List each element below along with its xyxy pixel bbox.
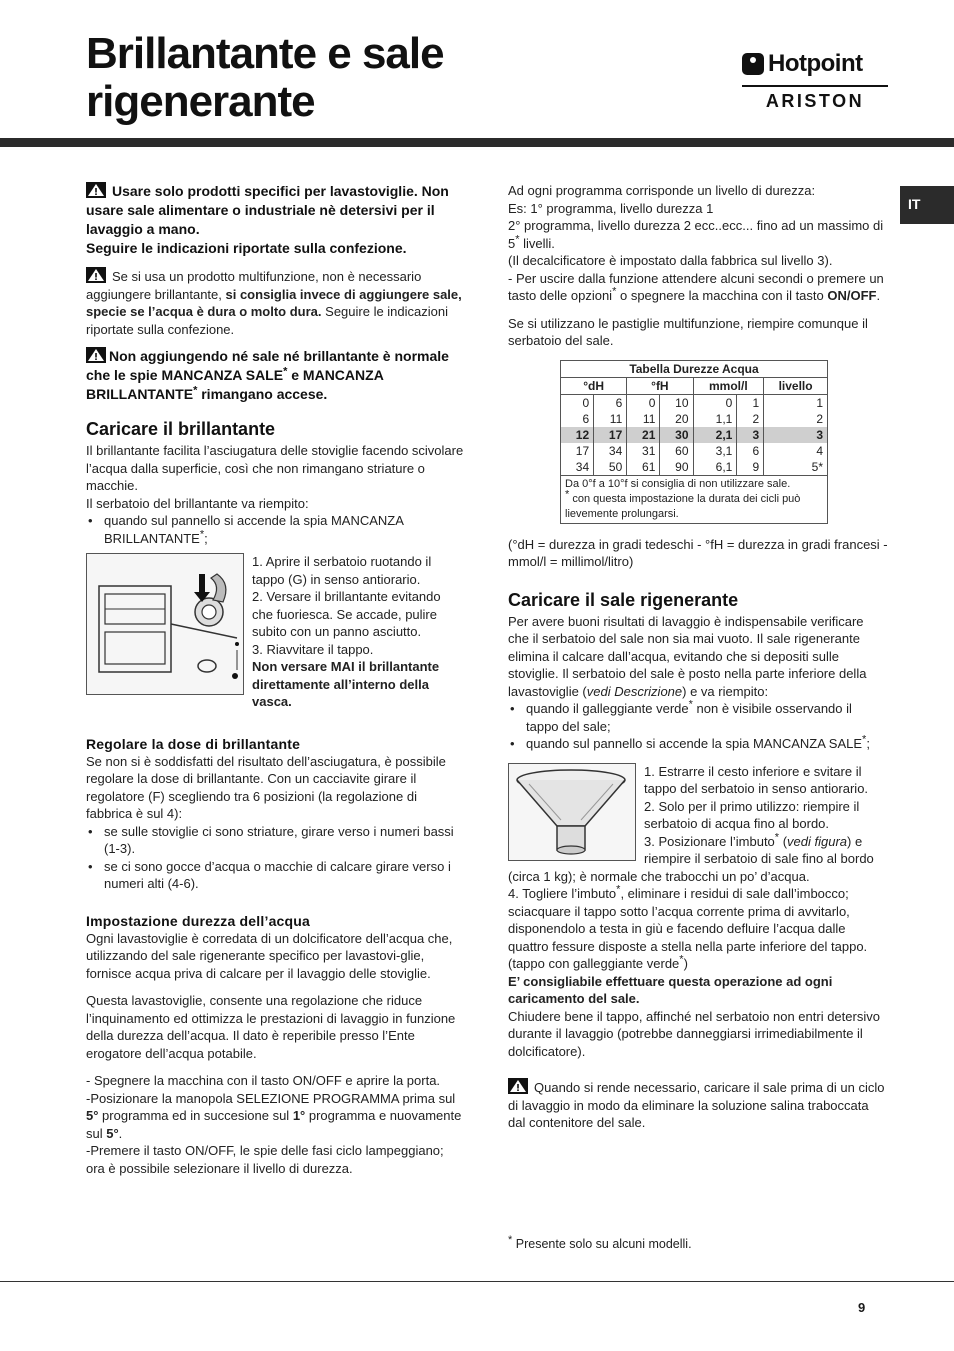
warning-icon (86, 347, 106, 363)
table-header: °fH (627, 377, 693, 394)
units-legend: (°dH = durezza in gradi tedeschi - °fH = durezza in gradi francesi - mmol/l = millimol/litro) (508, 536, 888, 569)
warning-multifunction (86, 267, 464, 338)
salt-intro: Per avere buoni risultati di lavaggio è indispensabile verificare che il serbatoio del sale non sia mai vuoto. Il sale rigenerante elimina il calcare dall’acqua, evitando che si depositi sulle stoviglie. Il serbatoio del sale è posto nella parte inferiore della lavastoviglie (vedi Descrizione) e va riempito: (508, 613, 867, 699)
page-title-line-2: rigenerante (86, 77, 315, 126)
salt-step-3-continued: (circa 1 kg); è normale che trabocchi un po’ d’acqua. (508, 868, 810, 884)
asterisk: * (508, 1233, 513, 1246)
brand-logo-mark (742, 53, 764, 75)
levels-exit: - Per uscire dalla funzione attendere alcuni secondi o premere un tasto delle opzioni* o spegnere la macchina con il tasto ON/OFF. (508, 270, 884, 303)
table-note: Da 0°f a 10°f si consiglia di non utilizzare sale. * con questa impostazione la durata dei cicli può lievemente prolungarsi. (561, 475, 828, 523)
warning-icon (508, 1078, 528, 1094)
list-item: • quando sul pannello si accende la spia MANCANZA BRILLANTANTE*; (86, 512, 464, 547)
rinse-aid-steps-text: 1. Aprire il serbatoio ruotando il tappo (G) in senso antiorario. 2. Versare il brillantante evitando che fuoriesca. Se accade, pulire subito con un panno asciutto. 3. Riavvitare il tappo. (252, 554, 441, 657)
warning-icon (86, 182, 106, 198)
footer-divider (0, 1281, 954, 1282)
hardness-step-3: -Premere il tasto ON/OFF, le spie delle fasi ciclo lampeggiano; ora è possibile selezionare il livello di durezza. (86, 1143, 444, 1176)
asterisk: * (515, 233, 520, 246)
salt-step-4: 4. Togliere l’imbuto*, eliminare i residui di sale dall’imbocco; sciacquare il tappo sotto l’acqua corrente prima di avvitarlo, disponendolo a testa in giù e facendo defluire l’acqua dalle quattro fessure disposte a stella nella parte inferiore del tappo. (tappo con galleggiante verde*) (508, 883, 868, 971)
salt-figure-row (508, 763, 888, 868)
warning-text-3c: rimangano accese. (197, 386, 328, 402)
warning-icon (86, 267, 106, 283)
rinse-aid-fill-when: Il serbatoio del brillantante va riempito: (86, 495, 309, 511)
asterisk: * (565, 487, 570, 500)
heading-load-salt: Caricare il sale rigenerante (508, 589, 739, 610)
asterisk: * (862, 733, 867, 746)
table-row: 6 11 11 20 1,1 2 2 (561, 411, 828, 427)
levels-factory: (Il decalcificatore è impostato dalla fabbrica sul livello 3). (508, 253, 833, 268)
list-item: • quando il galleggiante verde* non è visibile osservando il tappo del sale; (508, 700, 888, 735)
salt-bullets (508, 700, 888, 753)
asterisk: * (193, 384, 198, 397)
hardness-text-2: Questa lavastoviglie, consente una regolazione che riduce l’inquinamento ed ottimizza le prestazioni di lavaggio in funzione della durezza dell’acqua. Il dato è reperibile presso l’Ente erogatore dell’acqua potabile. (86, 993, 456, 1061)
salt-funnel-illustration (508, 763, 636, 861)
table-row: 0 6 0 10 0 1 1 (561, 394, 828, 411)
footnote: * Presente solo su alcuni modelli. (508, 1233, 692, 1251)
warning-text-2c: Seguire le indicazioni riportate sulla confezione. (86, 304, 448, 337)
warning-text-2b: si consiglia invece di aggiungere sale, specie se l’acqua è dura o molto dura. (86, 286, 462, 319)
brand-name: Hotpoint (768, 50, 863, 77)
header-bar (0, 138, 954, 147)
dose-bullets (86, 823, 464, 893)
asterisk: * (283, 365, 288, 378)
rinse-aid-bullets (86, 512, 464, 547)
warning-text-2a: Se si usa un prodotto multifunzione, non è necessario aggiungere brillantante, (86, 269, 422, 302)
salt-steps (644, 763, 888, 868)
page-number: 9 (858, 1300, 866, 1315)
warning-specific-products (86, 182, 464, 258)
heading-load-rinse-aid: Caricare il brillantante (86, 419, 276, 439)
table-header: mmol/l (693, 377, 764, 394)
water-hardness-table (560, 360, 828, 524)
funnel-drawing (509, 764, 634, 859)
asterisk: * (774, 831, 780, 844)
warning-indicator-lights (86, 347, 464, 404)
rinse-aid-figure-row (86, 553, 464, 711)
salt-advice: E’ consigliabile effettuare questa operazione ad ogni caricamento del sale. (508, 973, 833, 1006)
asterisk: * (612, 285, 617, 298)
right-column (508, 182, 888, 1251)
table-row: 34 50 61 90 6,1 9 5* (561, 459, 828, 476)
warning-text-3a: Non aggiungendo né sale né brillantante è normale che le spie MANCANZA SALE (86, 348, 449, 383)
warning-text-1a: Usare solo prodotti specifici per lavastoviglie. Non usare sale alimentare o industriale nè detersivi per il lavaggio a mano. (86, 183, 449, 237)
salt-close-cap: Chiudere bene il tappo, affinché nel serbatoio non entri detersivo durante il lavaggio (potrebbe danneggiarsi irrimediabilmente il dolcificatore). (508, 1008, 880, 1059)
warning-text-3b: e MANCANZA BRILLANTANTE (86, 367, 384, 402)
hardness-step-1: - Spegnere la macchina con il tasto ON/OFF e aprire la porta. (86, 1073, 441, 1088)
rinse-aid-steps-warning: Non versare MAI il brillantante direttamente all’interno della vasca. (252, 659, 440, 709)
asterisk: * (616, 883, 621, 896)
list-item: • se sulle stoviglie ci sono striature, girare verso i numeri bassi (1-3). (86, 823, 464, 858)
rinse-aid-intro: Il brillantante facilita l’asciugatura delle stoviglie facendo scivolare l’acqua dalla superficie, così che non rimangano striature o macchie. (86, 443, 464, 493)
page-title (86, 30, 444, 126)
page-title-line-1: Brillantante e sale (86, 29, 444, 78)
language-tab: IT (900, 186, 954, 224)
left-column (86, 182, 464, 1177)
table-row-highlighted: 12 17 21 30 2,1 3 3 (561, 427, 828, 443)
table-header: °dH (561, 377, 627, 394)
hardness-text-1: Ogni lavastoviglie è corredata di un dolcificatore dell’acqua che, utilizzando del sale rigenerante specifico per lavastovi-glie, fornisce acqua priva di calcare per il lavaggio delle stoviglie. (86, 930, 453, 981)
brand-subname: ARISTON (765, 91, 865, 111)
levels-intro: Ad ogni programma corrisponde un livello di durezza: (508, 183, 816, 198)
dispenser-drawing (87, 554, 242, 693)
warning-text-1b: Seguire le indicazioni riportate sulla confezione. (86, 240, 407, 256)
rinse-aid-dispenser-illustration (86, 553, 244, 695)
asterisk: * (688, 698, 693, 711)
levels-example: Es: 1° programma, livello durezza 1 (508, 200, 714, 216)
rinse-aid-steps (252, 553, 462, 711)
levels-max: 2° programma, livello durezza 2 ecc..ecc... fino ad un massimo di 5* livelli. (508, 218, 884, 251)
salt-steps-text: 1. Estrarre il cesto inferiore e svitare il tappo del serbatoio in senso antiorario. 2. Solo per il primo utilizzo: riempire il serbatoio di acqua fino al bordo. 3. Posizionare l’imbuto* (vedi figura) e riempire il serbatoio di sale fino al bordo (644, 763, 874, 866)
table-row: 17 34 31 60 3,1 6 4 (561, 443, 828, 459)
heading-adjust-dose: Regolare la dose di brillantante (86, 735, 301, 752)
list-item: • quando sul pannello si accende la spia MANCANZA SALE*; (508, 735, 888, 753)
asterisk: * (199, 528, 205, 541)
list-item: • se ci sono gocce d’acqua o macchie di calcare girare verso i numeri alti (4-6). (86, 858, 464, 893)
table-title: Tabella Durezze Acqua (561, 360, 828, 377)
salt-warning: Quando si rende necessario, caricare il sale prima di un ciclo di lavaggio in modo da eliminare la soluzione salina traboccata dal contenitore del sale. (508, 1080, 885, 1130)
table-header: livello (764, 377, 828, 394)
logo-divider (742, 85, 888, 87)
heading-water-hardness: Impostazione durezza dell’acqua (86, 912, 311, 929)
asterisk: * (679, 953, 684, 966)
tablets-note: Se si utilizzano le pastiglie multifunzione, riempire comunque il serbatoio del sale. (508, 315, 868, 348)
hardness-step-2: -Posizionare la manopola SELEZIONE PROGRAMMA prima sul 5° programma ed in succesione sul 1° programma e nuovamente sul 5°. (86, 1090, 462, 1141)
brand-logo (742, 50, 890, 116)
dose-text: Se non si è soddisfatti del risultato dell’asciugatura, è possibile regolare la dose di brillantante. Con un cacciavite girare il regolatore (F) scegliendo tra 6 posizioni (la regolazione di fabbrica è sul 4): (86, 753, 446, 821)
